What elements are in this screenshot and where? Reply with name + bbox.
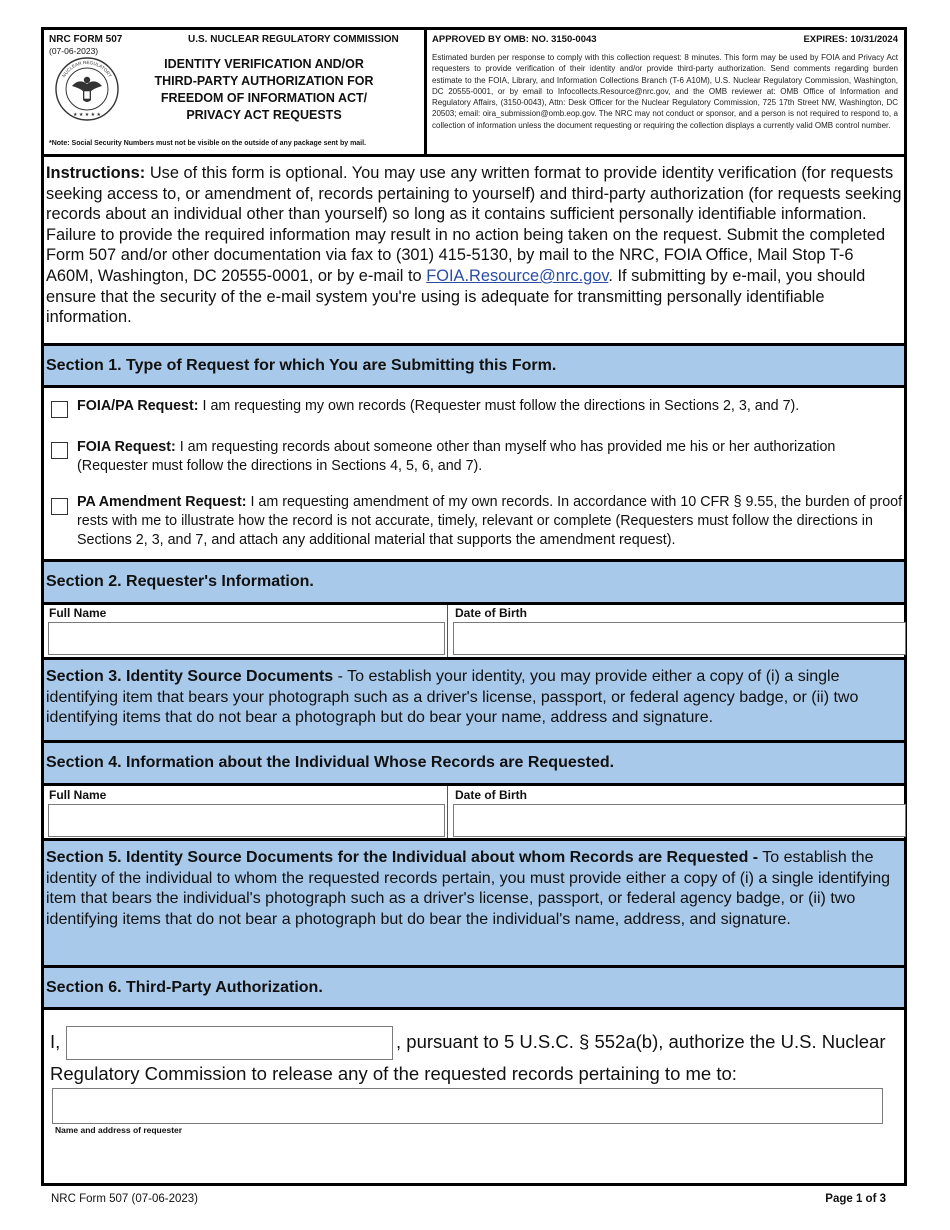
section-6-header: Section 6. Third-Party Authorization. [44, 965, 904, 1010]
header-right-panel [427, 30, 904, 154]
omb-approval: APPROVED BY OMB: NO. 3150-0043 [432, 34, 597, 45]
form-title-line: THIRD-PARTY AUTHORIZATION FOR [154, 74, 374, 88]
form-title-line: FREEDOM OF INFORMATION ACT/ [160, 91, 368, 105]
instructions-label: Instructions: [46, 164, 146, 182]
requester-name-address-input[interactable] [52, 1088, 883, 1124]
authorization-prefix: I, [50, 1031, 61, 1052]
form-date: (07-06-2023) [49, 46, 99, 56]
form-number: NRC FORM 507 [49, 34, 123, 45]
dob-label: Date of Birth [455, 788, 527, 802]
section-2-header: Section 2. Requester's Information. [44, 559, 904, 605]
option-label: FOIA Request: [77, 439, 176, 455]
option-text: I am requesting records about someone other than myself who has provided me his or her authorization (Requester must follow the directions in Sections 4, 5, 6, and 7). [77, 439, 836, 474]
nrc-seal-icon [54, 56, 120, 122]
full-name-label: Full Name [49, 606, 107, 620]
individual-dob-input[interactable] [453, 804, 906, 837]
section-5-block [44, 838, 904, 968]
header-left-panel [44, 30, 427, 154]
section-3-block [44, 657, 904, 743]
section-3-heading: Section 3. Identity Source Documents [46, 668, 334, 685]
instructions [46, 163, 902, 328]
option-label: FOIA/PA Request: [77, 398, 199, 414]
agency-name: U.S. NUCLEAR REGULATORY COMMISSION [188, 34, 399, 45]
section-4-header: Section 4. Information about the Individual Whose Records are Requested. [44, 740, 904, 786]
pa-amendment-request-checkbox[interactable] [51, 498, 68, 515]
section-5-heading: Section 5. Identity Source Documents for the Individual about whom Records are Requested - [46, 849, 759, 866]
authorizer-name-input[interactable] [66, 1026, 393, 1060]
instructions-text-after: . If submitting by e-mail, you should ensure that the security of the e-mail system you're using is adequate for transmitting personally identifiable information. [46, 266, 866, 327]
form-title-line: PRIVACY ACT REQUESTS [186, 108, 342, 122]
burden-statement: Estimated burden per response to comply with this collection request: 8 minutes. This form may be used by FOIA and Privacy Act requesters to provide verification of their identity and/or provide third-party authorization. Send comments regarding burden estimate to the FOIA, Library, and Information Collections Branch (T-6 A10M), U.S. Nuclear Regulatory Commission, Washington, DC 20555-0001, or by email to Infocollects.Resource@nrc.gov, and the OMB reviewer at: OMB Office of Information and Regulatory Affairs, (3150-0043), Attn: Desk Officer for the Nuclear Regulatory Commission, 725 17th Street NW, Washington, DC 20503; email: oira_submission@omb.eop.gov. The NRC may not conduct or sponsor, and a person is not required to respond to, a collection of information unless the document requesting or requiring the collection displays a currently valid OMB control number. [432, 53, 898, 130]
section-5-text: To establish the identity of the individual to whom the requested records pertain, you must provide either a copy of (i) a single identifying item that bears the individual's photograph such as a driver's license, passport, or federal agency badge, or (ii) two identifying items that do not bear a photograph but do bear the individual's name, address, and signature. [46, 849, 891, 928]
authorization-text-line2: Regulatory Commission to release any of the requested records pertaining to me to: [50, 1063, 737, 1084]
instructions-text: Use of this form is optional. You may use any written format to provide identity verification (for requests seeking access to, or amendment of, records pertaining to yourself) and third-party authorization (for requests seeking records about an individual other than yourself) so long as it contains sufficient personally identifiable information. Failure to provide the required information may result in no action being taken on the request. Submit the completed Form 507 and/or other documentation via fax to (301) 415-5130, by mail to the NRC, FOIA Office, Mail Stop T-6 A60M, Washington, DC 20555-0001, or by e-mail to [46, 164, 902, 285]
column-divider [447, 786, 448, 838]
column-divider [447, 605, 448, 657]
form-title-line: IDENTITY VERIFICATION AND/OR [164, 57, 364, 71]
requester-full-name-input[interactable] [48, 622, 445, 655]
option-label: PA Amendment Request: [77, 494, 247, 510]
foia-request-checkbox[interactable] [51, 442, 68, 459]
form-page [41, 27, 907, 1186]
dob-label: Date of Birth [455, 606, 527, 620]
page-number: Page 1 of 3 [825, 1193, 886, 1205]
expiration-date: EXPIRES: 10/31/2024 [803, 34, 898, 45]
option-foia [77, 438, 907, 476]
footer-form-id: NRC Form 507 (07-06-2023) [51, 1193, 199, 1205]
individual-full-name-input[interactable] [48, 804, 445, 837]
option-text: I am requesting amendment of my own records. In accordance with 10 CFR § 9.55, the burden of proof rests with me to illustrate how the record is not accurate, timely, relevant or complete (Requesters must follow the directions in Sections 2, 3, and 7, and attach any additional material that supports the amendment request). [77, 494, 903, 548]
section-1-header: Section 1. Type of Request for which You are Submitting this Form. [44, 343, 904, 388]
svg-text:NUCLEAR REGULATORY: NUCLEAR REGULATORY [61, 59, 113, 79]
section-3-text: - To establish your identity, you may provide either a copy of (i) a single identifying item that bears your photograph such as a driver's license, passport, or federal agency badge, or (ii) two identifying items that do not bear a photograph but do bear your name, address and signature. [46, 668, 859, 726]
option-pa-amendment [77, 493, 907, 550]
authorization-text-line1: , pursuant to 5 U.S.C. § 552a(b), authorize the U.S. Nuclear [396, 1031, 886, 1052]
option-foia-pa [77, 397, 907, 416]
full-name-label: Full Name [49, 788, 107, 802]
requester-caption: Name and address of requester [55, 1125, 183, 1135]
foia-pa-request-checkbox[interactable] [51, 401, 68, 418]
option-text: I am requesting my own records (Requester must follow the directions in Sections 2, 3, and 7). [198, 398, 800, 414]
form-title [136, 56, 392, 124]
form-header [44, 30, 904, 157]
ssn-note: *Note: Social Security Numbers must not be visible on the outside of any package sent by mail. [49, 140, 367, 147]
foia-email-link[interactable]: FOIA.Resource@nrc.gov [426, 266, 609, 285]
svg-text:★ ★ ★ ★ ★: ★ ★ ★ ★ ★ [73, 112, 101, 118]
requester-dob-input[interactable] [453, 622, 906, 655]
